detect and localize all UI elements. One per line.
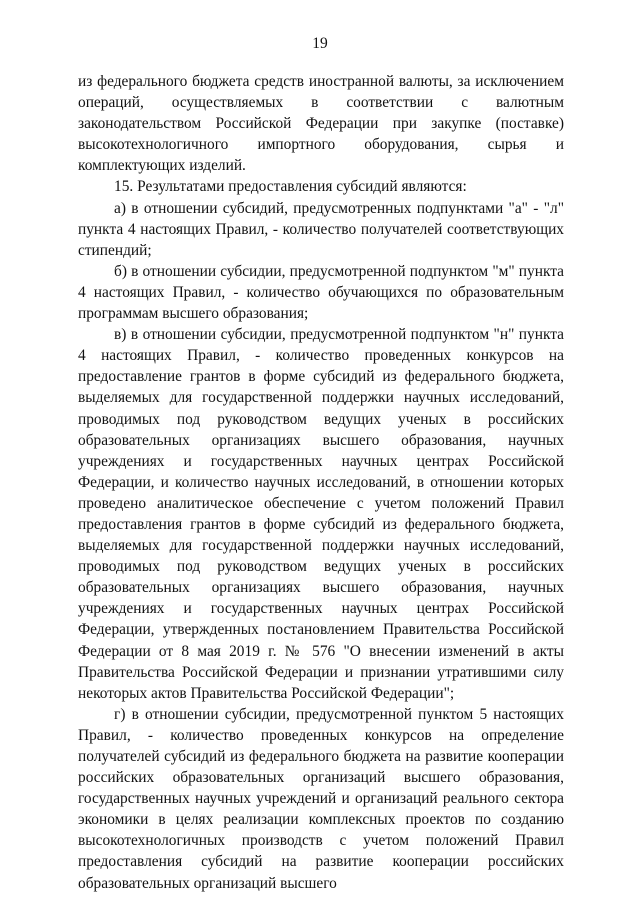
page-number: 19 xyxy=(312,35,328,52)
document-body xyxy=(78,71,564,894)
paragraph-subitem-b: б) в отношении субсидии, предусмотренной подпунктом "м" пункта 4 настоящих Правил, - количество обучающихся по образовательным программам высшего образования; xyxy=(78,262,564,323)
paragraph-item-15: 15. Результатами предоставления субсидий являются: xyxy=(114,178,467,196)
paragraph-subitem-g: г) в отношении субсидии, предусмотренной пунктом 5 настоящих Правил, - количество проведенных конкурсов на определение получателей субсидий из федерального бюджета на развитие кооперации российских образовательных организаций высшего образования, государственных научных учреждений и организаций реального сектора экономики в целях реализации комплексных проектов по созданию высокотехнологичных производств с учетом положений Правил предоставления субсидий на развитие кооперации российских образовательных организаций высшего xyxy=(78,705,564,892)
paragraph-continuation: из федерального бюджета средств иностранной валюты, за исключением операций, осуществляемых в соответствии с валютным законодательством Российской Федерации при закупке (поставке) высокотехнологичного импортного оборудования, сырья и комплектующих изделий. xyxy=(78,73,564,175)
paragraph-subitem-a: а) в отношении субсидий, предусмотренных подпунктами "а" - "л" пункта 4 настоящих Правил, - количество получателей соответствующих стипендий; xyxy=(78,199,564,259)
paragraph-subitem-v: в) в отношении субсидии, предусмотренной подпунктом "н" пункта 4 настоящих Правил, - количество проведенных конкурсов на предоставление грантов в форме субсидий из федерального бюджета, выделяемых для государственной поддержки научных исследований, проводимых под руководством ведущих ученых в российских образовательных организациях высшего образования, научных учреждениях и государственных научных центрах Российской Федерации, и количество научных исследований, в отношении которых проведено аналитическое обеспечение с учетом положений Правил предоставления грантов в форме субсидий из федерального бюджета, выделяемых для государственной поддержки научных исследований, проводимых под руководством ведущих ученых в российских образовательных организациях высшего образования, научных учреждениях и государственных научных центрах Российской Федерации, утвержденных постановлением Правительства Российской Федерации от 8 мая 2019 г. № 576 "О внесении изменений в акты Правительства Российской Федерации и признании утратившими силу некоторых актов Правительства Российской Федерации"; xyxy=(78,326,564,702)
